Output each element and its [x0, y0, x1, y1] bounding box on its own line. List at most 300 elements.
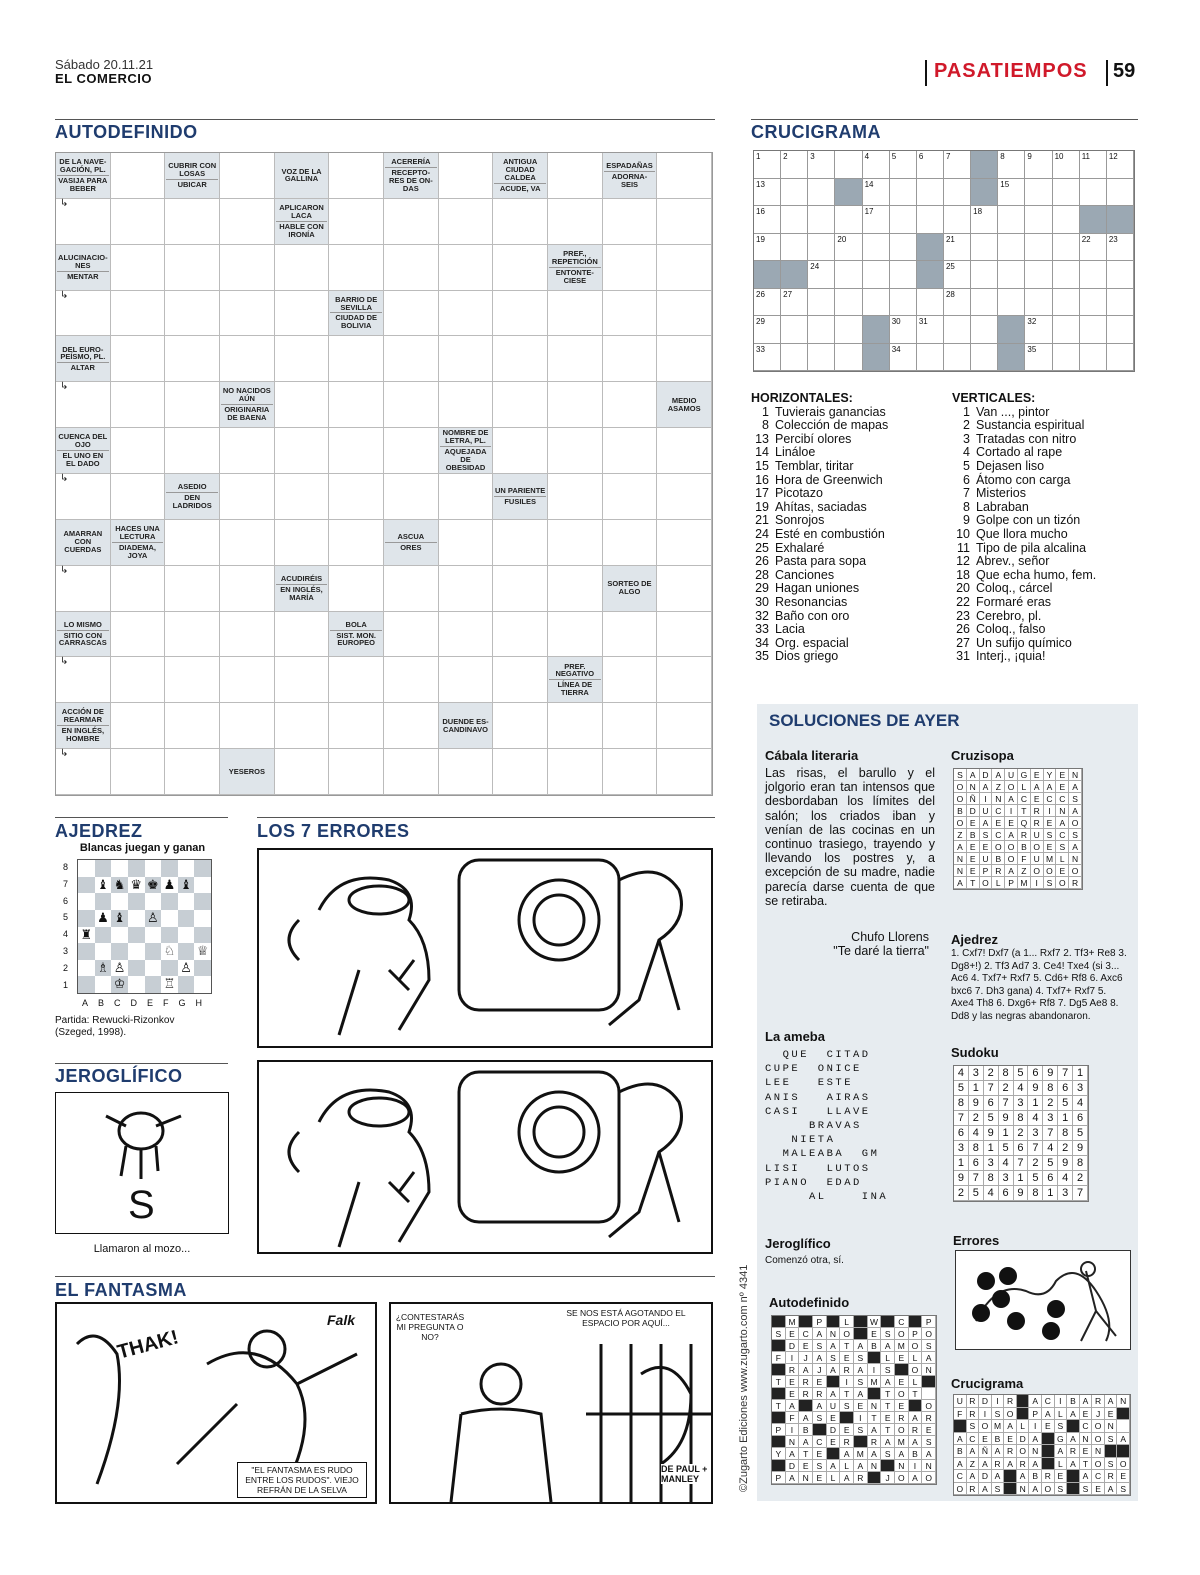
letter-cell: J	[1092, 1408, 1105, 1421]
letter-cell: A	[980, 781, 993, 793]
answer-cell[interactable]	[548, 520, 603, 566]
letter-cell: A	[979, 1458, 992, 1471]
crossword-cell[interactable]	[808, 179, 835, 207]
answer-cell[interactable]	[165, 703, 220, 749]
crossword-cell[interactable]	[971, 289, 998, 317]
crossword-cell[interactable]	[835, 289, 862, 317]
letter-cell: A	[799, 1364, 813, 1376]
crossword-cell[interactable]	[1025, 206, 1052, 234]
crossword-cell[interactable]	[1107, 151, 1134, 179]
answer-cell[interactable]	[384, 336, 439, 382]
answer-cell[interactable]	[329, 749, 384, 795]
clue-number: 12	[956, 554, 970, 569]
crossword-cell[interactable]	[917, 151, 944, 179]
crossword-cell[interactable]	[808, 151, 835, 179]
letter-cell: L	[840, 1460, 854, 1472]
crossword-cell[interactable]	[1053, 234, 1080, 262]
answer-cell[interactable]	[165, 428, 220, 474]
answer-cell[interactable]	[384, 749, 439, 795]
crossword-cell[interactable]	[808, 289, 835, 317]
answer-cell[interactable]	[657, 336, 712, 382]
answer-cell[interactable]	[275, 382, 330, 428]
answer-cell[interactable]	[56, 474, 111, 520]
answer-cell[interactable]	[384, 612, 439, 658]
crossword-cell[interactable]	[944, 179, 971, 207]
letter-cell: S	[854, 1352, 868, 1364]
answer-cell[interactable]	[111, 153, 166, 199]
answer-cell[interactable]	[493, 199, 548, 245]
crossword-cell[interactable]	[1053, 344, 1080, 372]
answer-cell[interactable]	[165, 520, 220, 566]
crossword-cell[interactable]	[1107, 179, 1134, 207]
answer-cell[interactable]	[56, 199, 111, 245]
crossword-cell[interactable]	[1053, 206, 1080, 234]
answer-cell[interactable]	[603, 291, 658, 337]
crossword-cell[interactable]	[835, 261, 862, 289]
answer-cell[interactable]	[657, 428, 712, 474]
crossword-cell[interactable]	[1080, 234, 1107, 262]
clue-text: LO MISMO	[63, 619, 102, 629]
answer-cell[interactable]	[56, 657, 111, 703]
answer-cell[interactable]	[603, 245, 658, 291]
crossword-cell[interactable]	[998, 206, 1025, 234]
answer-cell[interactable]	[384, 657, 439, 703]
clue-text: YESEROS	[228, 766, 265, 776]
answer-cell[interactable]	[603, 428, 658, 474]
answer-cell[interactable]	[439, 291, 494, 337]
crossword-cell[interactable]	[1080, 151, 1107, 179]
answer-cell[interactable]	[111, 566, 166, 612]
answer-cell[interactable]	[603, 703, 658, 749]
crossword-cell[interactable]	[944, 151, 971, 179]
answer-cell[interactable]	[56, 382, 111, 428]
letter-cell: E	[799, 1340, 813, 1352]
answer-cell[interactable]	[329, 657, 384, 703]
answer-cell[interactable]	[439, 657, 494, 703]
crossword-cell[interactable]	[1053, 261, 1080, 289]
clue-text: DEL EURO-PEÍSMO, PL.	[60, 344, 106, 362]
crossword-cell[interactable]	[890, 206, 917, 234]
crossword-cell[interactable]	[1053, 316, 1080, 344]
crossword-cell[interactable]	[944, 234, 971, 262]
chess-square	[194, 860, 211, 877]
answer-cell[interactable]	[56, 749, 111, 795]
answer-cell[interactable]	[603, 474, 658, 520]
crossword-cell[interactable]	[917, 206, 944, 234]
answer-cell[interactable]	[548, 703, 603, 749]
crossword-cell[interactable]	[890, 151, 917, 179]
answer-cell[interactable]	[220, 520, 275, 566]
crossword-cell[interactable]	[1107, 289, 1134, 317]
crossword-cell[interactable]	[917, 316, 944, 344]
letter-cell: I	[868, 1364, 882, 1376]
answer-cell[interactable]	[165, 566, 220, 612]
crossword-cell[interactable]	[971, 344, 998, 372]
clue-item	[952, 433, 1142, 447]
crossword-cell[interactable]	[863, 289, 890, 317]
crossword-cell[interactable]	[1025, 289, 1052, 317]
ameba-line: QUE CITAD	[765, 1049, 871, 1061]
answer-cell[interactable]	[165, 749, 220, 795]
answer-cell[interactable]	[493, 245, 548, 291]
answer-cell[interactable]	[493, 336, 548, 382]
answer-cell[interactable]	[275, 291, 330, 337]
answer-cell[interactable]	[275, 749, 330, 795]
crossword-cell[interactable]	[835, 344, 862, 372]
crossword-cell[interactable]	[917, 289, 944, 317]
answer-cell[interactable]	[439, 749, 494, 795]
answer-cell[interactable]	[548, 291, 603, 337]
answer-cell[interactable]	[165, 245, 220, 291]
crossword-cell[interactable]	[1107, 316, 1134, 344]
answer-cell[interactable]	[220, 428, 275, 474]
crossword-cell[interactable]	[754, 179, 781, 207]
answer-cell[interactable]	[275, 703, 330, 749]
sudoku-cell: 1	[1043, 1186, 1058, 1201]
crossword-cell[interactable]	[781, 206, 808, 234]
crossword-cell[interactable]	[863, 234, 890, 262]
answer-cell[interactable]	[657, 657, 712, 703]
crossword-cell[interactable]	[944, 316, 971, 344]
clue-cell	[603, 153, 658, 199]
crossword-cell[interactable]	[863, 179, 890, 207]
crossword-cell[interactable]	[781, 316, 808, 344]
crossword-cell[interactable]	[835, 206, 862, 234]
crossword-cell[interactable]	[998, 234, 1025, 262]
chess-piece: ♟	[95, 910, 112, 927]
answer-cell[interactable]	[329, 703, 384, 749]
crossword-cell[interactable]	[1080, 289, 1107, 317]
letter-cell: S	[1117, 1483, 1130, 1496]
answer-cell[interactable]	[548, 153, 603, 199]
crossword-cell[interactable]	[781, 179, 808, 207]
crossword-cell[interactable]	[1053, 179, 1080, 207]
crossword-cell[interactable]	[754, 344, 781, 372]
crossword-cell[interactable]	[890, 234, 917, 262]
answer-cell[interactable]	[657, 199, 712, 245]
crossword-cell[interactable]	[835, 151, 862, 179]
crossword-cell[interactable]	[971, 206, 998, 234]
crossword-cell[interactable]	[1080, 179, 1107, 207]
answer-cell[interactable]	[603, 199, 658, 245]
crossword-cell[interactable]	[944, 344, 971, 372]
answer-cell[interactable]	[657, 566, 712, 612]
letter-cell: D	[786, 1340, 800, 1352]
answer-cell[interactable]	[220, 291, 275, 337]
crossword-cell[interactable]	[808, 234, 835, 262]
crossword-cell[interactable]	[1025, 316, 1052, 344]
answer-cell[interactable]	[56, 291, 111, 337]
letter-cell: G	[1055, 1433, 1068, 1446]
crossword-cell[interactable]	[808, 344, 835, 372]
crossword-cell[interactable]	[998, 179, 1025, 207]
chess-square	[95, 927, 112, 944]
letter-cell: O	[1056, 877, 1069, 889]
answer-cell[interactable]	[439, 336, 494, 382]
answer-cell[interactable]	[220, 566, 275, 612]
answer-cell[interactable]	[329, 336, 384, 382]
clue-text: Golpe con un tizón	[976, 513, 1081, 528]
answer-cell[interactable]	[220, 336, 275, 382]
answer-cell[interactable]	[329, 566, 384, 612]
answer-cell[interactable]	[111, 336, 166, 382]
crossword-cell[interactable]	[1025, 344, 1052, 372]
answer-cell[interactable]	[275, 428, 330, 474]
answer-cell[interactable]	[220, 474, 275, 520]
answer-cell[interactable]	[493, 382, 548, 428]
letter-cell: Q	[1018, 817, 1031, 829]
crucigrama-grid[interactable]	[753, 150, 1135, 372]
chess-files: ABCDEFGH	[82, 998, 213, 1008]
letter-cell: N	[1080, 1433, 1093, 1446]
answer-cell[interactable]	[165, 382, 220, 428]
answer-cell[interactable]	[493, 657, 548, 703]
answer-cell[interactable]	[493, 566, 548, 612]
answer-cell[interactable]	[220, 245, 275, 291]
crossword-cell[interactable]	[754, 234, 781, 262]
jeroglifico-letter: S	[128, 1183, 155, 1227]
crossword-cell[interactable]	[781, 234, 808, 262]
answer-cell[interactable]	[493, 612, 548, 658]
letter-cell: L	[1018, 781, 1031, 793]
letter-cell: Ñ	[979, 1445, 992, 1458]
crossword-cell[interactable]	[998, 151, 1025, 179]
letter-cell: A	[827, 1460, 841, 1472]
answer-cell[interactable]	[657, 245, 712, 291]
letter-cell: E	[980, 841, 993, 853]
answer-cell[interactable]	[439, 199, 494, 245]
answer-cell[interactable]	[329, 199, 384, 245]
answer-cell[interactable]	[329, 520, 384, 566]
answer-cell[interactable]	[220, 199, 275, 245]
crossword-cell[interactable]	[971, 261, 998, 289]
answer-cell[interactable]	[493, 291, 548, 337]
answer-cell[interactable]	[493, 428, 548, 474]
crossword-cell[interactable]	[754, 289, 781, 317]
autodefinido-grid[interactable]	[55, 152, 713, 796]
letter-cell: O	[979, 1420, 992, 1433]
letter-cell: A	[922, 1352, 936, 1364]
answer-cell[interactable]	[493, 749, 548, 795]
answer-cell[interactable]	[657, 703, 712, 749]
crossword-cell[interactable]	[1025, 179, 1052, 207]
answer-cell[interactable]	[603, 382, 658, 428]
crossword-cell[interactable]	[998, 261, 1025, 289]
crossword-cell[interactable]	[863, 206, 890, 234]
letter-cell: C	[967, 1433, 980, 1446]
answer-cell[interactable]	[275, 520, 330, 566]
answer-cell[interactable]	[439, 566, 494, 612]
crossword-cell[interactable]	[1080, 344, 1107, 372]
crossword-cell[interactable]	[754, 316, 781, 344]
answer-cell[interactable]	[384, 291, 439, 337]
letter-cell: C	[1018, 793, 1031, 805]
answer-cell[interactable]	[439, 245, 494, 291]
answer-cell[interactable]	[111, 612, 166, 658]
cruzisopa-grid	[953, 768, 1083, 890]
letter-cell: E	[786, 1328, 800, 1340]
letter-cell: J	[799, 1352, 813, 1364]
answer-cell[interactable]	[548, 199, 603, 245]
crossword-cell[interactable]	[944, 206, 971, 234]
crossword-cell[interactable]	[1107, 344, 1134, 372]
answer-cell[interactable]	[111, 703, 166, 749]
answer-cell[interactable]	[165, 657, 220, 703]
answer-cell[interactable]	[493, 520, 548, 566]
answer-cell[interactable]	[275, 245, 330, 291]
answer-cell[interactable]	[657, 474, 712, 520]
answer-cell[interactable]	[220, 657, 275, 703]
crossword-cell[interactable]	[808, 316, 835, 344]
answer-cell[interactable]	[439, 520, 494, 566]
answer-cell[interactable]	[384, 474, 439, 520]
crossword-cell[interactable]	[808, 261, 835, 289]
answer-cell[interactable]	[548, 474, 603, 520]
answer-cell[interactable]	[165, 291, 220, 337]
answer-cell[interactable]	[275, 336, 330, 382]
answer-cell[interactable]	[165, 336, 220, 382]
letter-cell: P	[772, 1424, 786, 1436]
sudoku-cell: 6	[1014, 1141, 1029, 1156]
black-cell	[954, 1420, 967, 1433]
answer-cell[interactable]	[657, 291, 712, 337]
answer-cell[interactable]	[384, 245, 439, 291]
answer-cell[interactable]	[165, 612, 220, 658]
answer-cell[interactable]	[220, 612, 275, 658]
answer-cell[interactable]	[603, 749, 658, 795]
sudoku-cell: 2	[984, 1066, 999, 1081]
answer-cell[interactable]	[111, 749, 166, 795]
crossword-cell[interactable]	[808, 206, 835, 234]
crossword-cell[interactable]	[1080, 261, 1107, 289]
crossword-cell[interactable]	[1025, 234, 1052, 262]
answer-cell[interactable]	[384, 428, 439, 474]
crossword-cell[interactable]	[1025, 151, 1052, 179]
letter-cell: S	[813, 1460, 827, 1472]
crossword-cell[interactable]	[863, 261, 890, 289]
answer-cell[interactable]	[275, 657, 330, 703]
crossword-cell[interactable]	[890, 289, 917, 317]
crossword-cell[interactable]	[754, 206, 781, 234]
letter-cell: A	[840, 1448, 854, 1460]
answer-cell[interactable]	[220, 153, 275, 199]
crossword-cell[interactable]	[917, 179, 944, 207]
crossword-cell[interactable]	[1107, 261, 1134, 289]
answer-cell[interactable]	[275, 474, 330, 520]
clue-text: Sonrojos	[775, 513, 825, 528]
crossword-cell[interactable]	[890, 344, 917, 372]
crossword-cell[interactable]	[1080, 316, 1107, 344]
answer-cell[interactable]	[657, 520, 712, 566]
clue-text: Canciones	[775, 567, 835, 582]
answer-cell[interactable]	[384, 566, 439, 612]
answer-cell[interactable]	[111, 474, 166, 520]
answer-cell[interactable]	[329, 245, 384, 291]
letter-cell: N	[786, 1436, 800, 1448]
crossword-cell[interactable]	[971, 316, 998, 344]
black-cell	[881, 1460, 895, 1472]
answer-cell[interactable]	[111, 657, 166, 703]
crossword-cell[interactable]	[754, 151, 781, 179]
answer-cell[interactable]	[548, 382, 603, 428]
answer-cell[interactable]	[111, 245, 166, 291]
answer-cell[interactable]	[548, 566, 603, 612]
answer-cell[interactable]	[329, 153, 384, 199]
crossword-cell[interactable]	[863, 151, 890, 179]
answer-cell[interactable]	[220, 703, 275, 749]
crossword-cell[interactable]	[998, 289, 1025, 317]
answer-cell[interactable]	[111, 199, 166, 245]
crossword-cell[interactable]	[781, 151, 808, 179]
answer-cell[interactable]	[329, 474, 384, 520]
answer-cell[interactable]	[384, 382, 439, 428]
answer-cell[interactable]	[384, 199, 439, 245]
crossword-cell[interactable]	[1025, 261, 1052, 289]
sudoku-cell: 4	[969, 1126, 984, 1141]
answer-cell[interactable]	[493, 703, 548, 749]
crossword-cell[interactable]	[890, 316, 917, 344]
crossword-cell[interactable]	[917, 344, 944, 372]
answer-cell[interactable]	[439, 612, 494, 658]
crossword-cell[interactable]	[781, 344, 808, 372]
answer-cell[interactable]	[384, 703, 439, 749]
crossword-cell[interactable]	[1053, 289, 1080, 317]
answer-cell[interactable]	[439, 474, 494, 520]
answer-cell[interactable]	[657, 612, 712, 658]
black-cell	[854, 1328, 868, 1340]
crossword-cell[interactable]	[1107, 234, 1134, 262]
answer-cell[interactable]	[657, 153, 712, 199]
answer-cell[interactable]	[329, 428, 384, 474]
answer-cell[interactable]	[439, 382, 494, 428]
crossword-cell[interactable]	[971, 234, 998, 262]
crossword-cell[interactable]	[1053, 151, 1080, 179]
crossword-cell[interactable]	[781, 289, 808, 317]
answer-cell[interactable]	[548, 428, 603, 474]
answer-cell[interactable]	[111, 428, 166, 474]
clue-text: Van ..., pintor	[976, 404, 1050, 419]
crossword-cell[interactable]	[944, 261, 971, 289]
answer-cell[interactable]	[111, 382, 166, 428]
answer-cell[interactable]	[275, 612, 330, 658]
sudoku-cell: 2	[1058, 1141, 1073, 1156]
crossword-cell[interactable]	[835, 234, 862, 262]
answer-cell[interactable]	[603, 336, 658, 382]
clue-number: 7	[963, 486, 970, 501]
answer-cell[interactable]	[603, 520, 658, 566]
answer-cell[interactable]	[657, 749, 712, 795]
answer-cell[interactable]	[548, 749, 603, 795]
crossword-cell[interactable]	[835, 316, 862, 344]
answer-cell[interactable]	[56, 566, 111, 612]
letter-cell: A	[881, 1340, 895, 1352]
answer-cell[interactable]	[603, 612, 658, 658]
answer-cell[interactable]	[329, 382, 384, 428]
clue-number: 4	[963, 445, 970, 460]
chess-square	[128, 860, 145, 877]
cell-number: 8	[1000, 152, 1005, 161]
crossword-cell[interactable]	[890, 261, 917, 289]
answer-cell[interactable]	[548, 612, 603, 658]
crossword-cell[interactable]	[944, 289, 971, 317]
sudoku-cell: 2	[1043, 1096, 1058, 1111]
answer-cell[interactable]	[603, 657, 658, 703]
answer-cell[interactable]	[165, 199, 220, 245]
crossword-cell[interactable]	[890, 179, 917, 207]
answer-cell[interactable]	[439, 153, 494, 199]
answer-cell[interactable]	[111, 291, 166, 337]
answer-cell[interactable]	[548, 336, 603, 382]
